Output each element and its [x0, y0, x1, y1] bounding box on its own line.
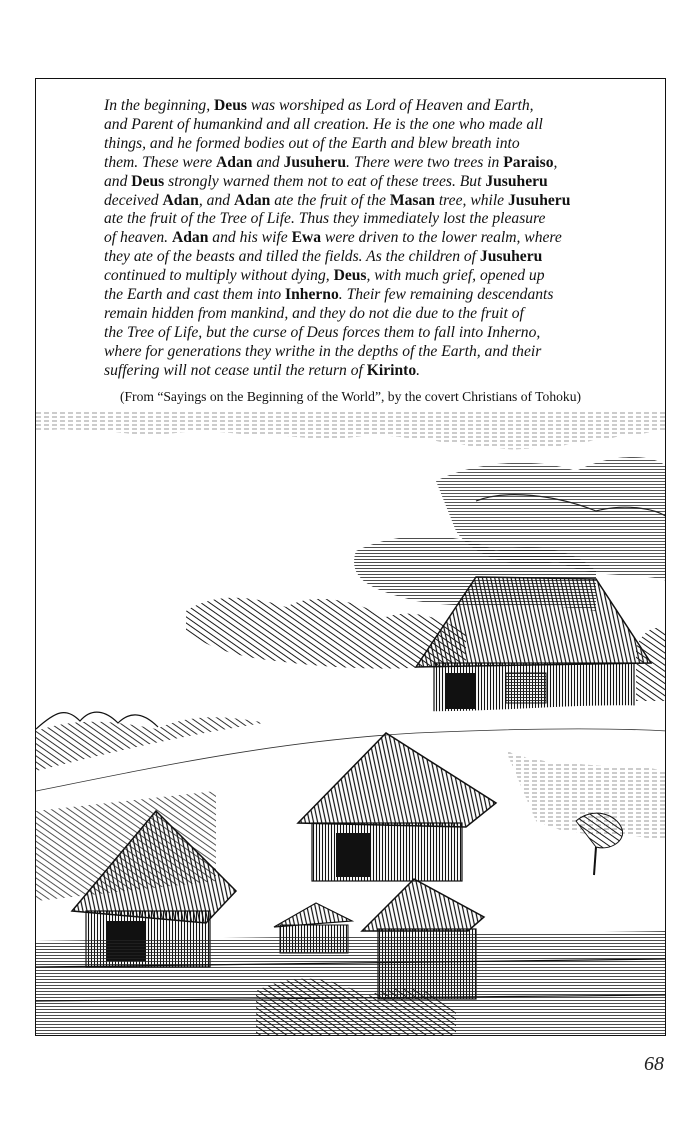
story-name: Jusuheru	[283, 153, 347, 171]
story-line	[104, 343, 649, 362]
story-text-segment: In the beginning,	[104, 97, 215, 114]
story-name: Deus	[333, 267, 367, 285]
story-name: Ewa	[291, 229, 322, 247]
story-panel	[35, 78, 666, 1036]
source-caption: (From “Sayings on the Beginning of the World”, by the covert Christians of Tohoku)	[119, 389, 582, 404]
story-text-segment: remain hidden from mankind, and they do not die due to the fruit of	[104, 304, 524, 322]
page-number: 68	[644, 1053, 664, 1075]
story-name: Adan	[171, 229, 209, 247]
story-text-segment: .	[416, 361, 421, 379]
story-line	[104, 286, 649, 305]
story-text-segment: the Tree of Life, but the curse of Deus forces them to fall into Inherno,	[104, 323, 541, 341]
story-name: Adan	[216, 153, 253, 171]
village-landscape-illustration	[36, 411, 666, 1036]
story-text-segment: continued to multiply without dying,	[104, 267, 334, 285]
story-text-segment: the Earth and cast them into	[104, 286, 286, 304]
story-line	[104, 305, 649, 324]
story-line	[104, 154, 649, 173]
story-text-segment: ate the fruit of the Tree of Life. Thus they immediately lost the pleasure	[104, 210, 546, 228]
story-text-segment: and Parent of humankind and all creation. He is the one who made all	[104, 115, 543, 133]
story-text-segment: deceived	[104, 191, 163, 209]
story-name: Jusuheru	[485, 172, 548, 190]
story-name: Adan	[162, 191, 199, 209]
story-text-segment: , with much grief, opened up	[366, 267, 545, 285]
story-text-segment: and	[252, 153, 284, 171]
story-text	[104, 97, 649, 381]
story-line	[104, 248, 649, 267]
story-line	[104, 173, 649, 192]
story-name: Kirinto	[366, 361, 417, 379]
story-text-segment: , and	[198, 191, 234, 209]
foreground-fields	[36, 931, 666, 1036]
story-text-segment: where for generations they writhe in the depths of the Earth, and their	[104, 342, 542, 360]
story-line	[104, 267, 649, 286]
story-line	[104, 324, 649, 343]
story-name: Deus	[131, 172, 165, 190]
story-line	[104, 116, 649, 135]
story-name: Masan	[389, 191, 435, 209]
story-text-segment: strongly warned them not to eat of these trees. But	[164, 172, 486, 190]
story-name: Deus	[214, 97, 247, 114]
story-name: Inherno	[285, 286, 339, 304]
story-text-segment: and	[104, 172, 132, 190]
story-text-segment: was worshiped as Lord of Heaven and Earth,	[246, 97, 534, 114]
story-text-segment: were driven to the lower realm, where	[321, 229, 562, 247]
story-text-segment: of heaven.	[104, 229, 172, 247]
story-text-segment: . There were two trees in	[346, 153, 504, 171]
story-text-segment: and his wife	[208, 229, 292, 247]
story-text-segment: ,	[553, 153, 558, 171]
story-line	[104, 362, 649, 381]
story-name: Paraiso	[503, 153, 554, 171]
story-line	[104, 97, 649, 116]
story-text-segment: them. These were	[104, 153, 217, 171]
story-line	[104, 210, 649, 229]
story-line	[104, 229, 649, 248]
story-line	[104, 135, 649, 154]
story-name: Jusuheru	[508, 191, 571, 209]
story-text-segment: suffering will not cease until the return of	[104, 361, 367, 379]
story-text-segment: they ate of the beasts and tilled the fields. As the children of	[104, 248, 480, 266]
story-name: Adan	[233, 191, 271, 209]
story-text-segment: tree, while	[434, 191, 508, 209]
story-text-segment: things, and he formed bodies out of the Earth and blew breath into	[104, 134, 520, 152]
story-line	[104, 192, 649, 211]
story-name: Jusuheru	[479, 248, 543, 266]
story-text-segment: ate the fruit of the	[270, 191, 390, 209]
story-text-segment: . Their few remaining descendants	[338, 286, 554, 304]
